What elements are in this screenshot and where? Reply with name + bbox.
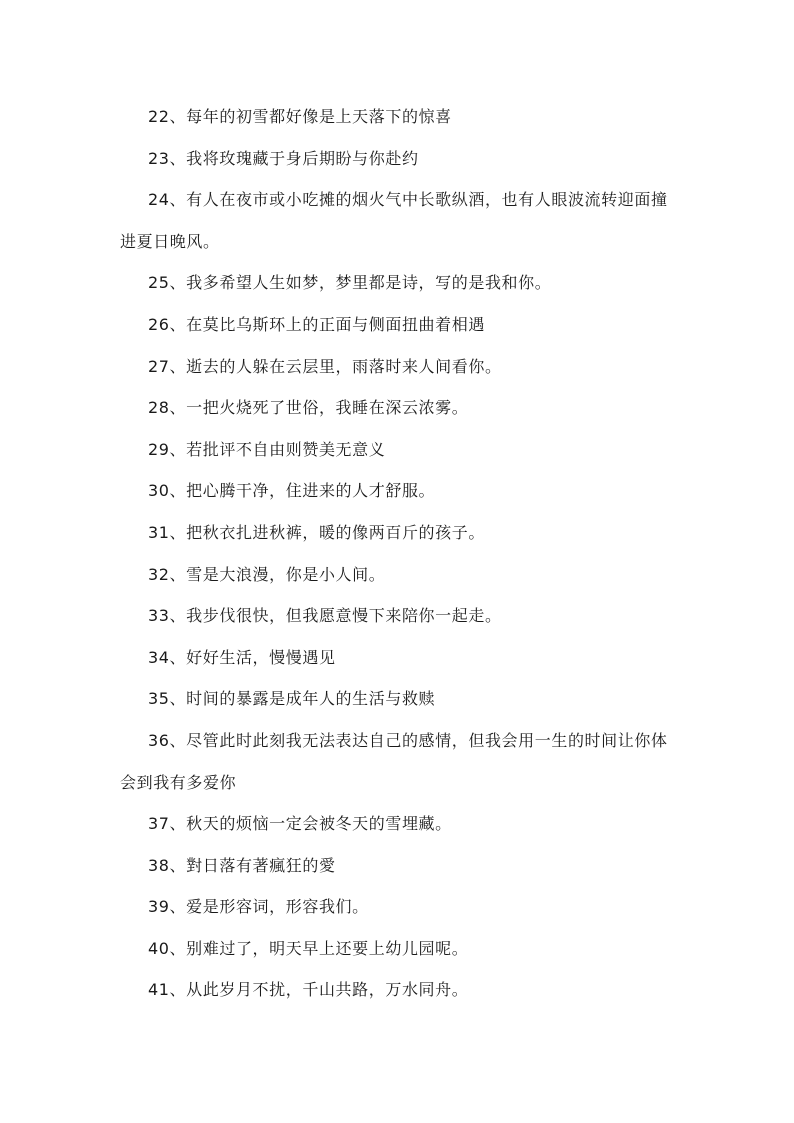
paragraph-39: 39、爱是形容词，形容我们。 xyxy=(148,897,369,917)
paragraph-31: 31、把秋衣扎进秋裤，暖的像两百斤的孩子。 xyxy=(148,522,485,542)
paragraph-28: 28、一把火烧死了世俗，我睡在深云浓雾。 xyxy=(148,398,469,418)
paragraph-32: 32、雪是大浪漫，你是小人间。 xyxy=(148,564,386,584)
paragraph-33: 33、我步伐很快，但我愿意慢下来陪你一起走。 xyxy=(148,606,502,626)
paragraph-37: 37、秋天的烦恼一定会被冬天的雪埋藏。 xyxy=(148,814,452,834)
paragraph-29: 29、若批评不自由则赞美无意义 xyxy=(148,439,386,459)
paragraph-24: 24、有人在夜市或小吃摊的烟火气中长歌纵酒，也有人眼波流转迎面撞进夏日晚风。 xyxy=(120,190,668,251)
paragraph-22: 22、每年的初雪都好像是上天落下的惊喜 xyxy=(148,107,452,126)
paragraph-23: 23、我将玫瑰藏于身后期盼与你赴约 xyxy=(148,148,419,168)
paragraph-41: 41、从此岁月不扰，千山共路，万水同舟。 xyxy=(148,980,469,1000)
paragraph-38: 38、對日落有著瘋狂的愛 xyxy=(148,855,336,875)
paragraph-30: 30、把心腾干净，住进来的人才舒服。 xyxy=(148,481,436,501)
paragraph-26: 26、在莫比乌斯环上的正面与侧面扭曲着相遇 xyxy=(148,314,485,334)
paragraph-40: 40、别难过了，明天早上还要上幼儿园呢。 xyxy=(148,938,469,958)
paragraph-34: 34、好好生活，慢慢遇见 xyxy=(148,647,336,667)
paragraph-27: 27、逝去的人躲在云层里，雨落时来人间看你。 xyxy=(148,356,502,376)
paragraph-36: 36、尽管此时此刻我无法表达自己的感情，但我会用一生的时间让你体会到我有多爱你 xyxy=(120,730,668,792)
document-body xyxy=(120,96,680,1011)
paragraph-35: 35、时间的暴露是成年人的生活与救赎 xyxy=(148,689,436,709)
paragraph-25: 25、我多希望人生如梦，梦里都是诗，写的是我和你。 xyxy=(148,273,552,293)
